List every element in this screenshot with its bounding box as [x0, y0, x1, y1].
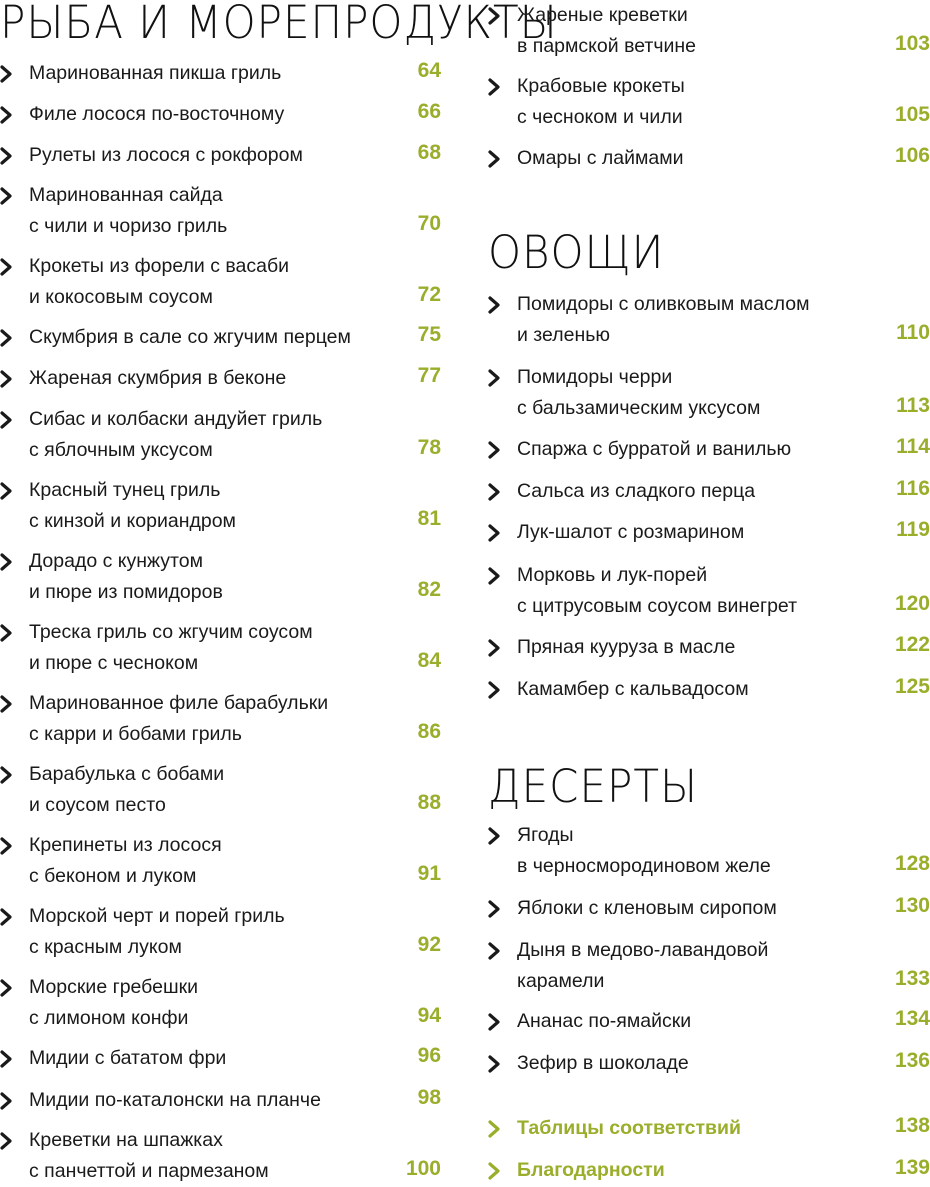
- entry-title: Маринованная пикша гриль: [29, 62, 282, 84]
- toc-entry[interactable]: [0, 1085, 441, 1116]
- entry-title: Помидоры черри с бальзамическим уксусом: [517, 366, 761, 419]
- page-number: 125: [894, 675, 930, 698]
- page-number: 88: [417, 790, 441, 814]
- chevron-right-icon: [488, 1120, 501, 1138]
- page-number: 120: [894, 591, 930, 615]
- page-number: 82: [417, 577, 441, 601]
- entry-title: Дыня в медово-лавандовой карамели: [517, 939, 769, 992]
- entry-title: Спаржа с бурратой и ванилью: [517, 438, 792, 460]
- toc-entry[interactable]: [488, 674, 930, 705]
- page-number: 128: [894, 851, 930, 875]
- page-number: 110: [896, 320, 930, 344]
- chevron-right-icon: [0, 837, 13, 855]
- chevron-right-icon: [488, 441, 501, 459]
- page-number: 138: [894, 1114, 930, 1137]
- chevron-right-icon: [0, 979, 13, 997]
- chevron-right-icon: [0, 1132, 13, 1150]
- page-number: 133: [894, 966, 930, 990]
- toc-entry[interactable]: [488, 1113, 930, 1144]
- entry-title: Благодарности: [517, 1159, 665, 1181]
- page-number: 139: [894, 1156, 930, 1179]
- chevron-right-icon: [0, 370, 13, 388]
- page-number: 64: [417, 59, 441, 82]
- entry-title: Лук-шалот с розмарином: [517, 521, 745, 543]
- chevron-right-icon: [488, 78, 501, 96]
- chevron-right-icon: [0, 482, 13, 500]
- page-number: 136: [894, 1049, 930, 1072]
- page-number: 134: [894, 1007, 930, 1030]
- chevron-right-icon: [0, 553, 13, 571]
- chevron-right-icon: [0, 1092, 13, 1110]
- page-number: 81: [417, 506, 441, 530]
- entry-title: Жареные креветки в пармской ветчине: [517, 4, 697, 57]
- toc-entry[interactable]: [0, 404, 441, 465]
- chevron-right-icon: [0, 329, 13, 347]
- page-number: 114: [896, 435, 930, 458]
- entry-title: Крепинеты из лосося с беконом и луком: [29, 834, 222, 887]
- entry-title: Сальса из сладкого перца: [517, 480, 756, 502]
- toc-entry[interactable]: [488, 434, 930, 465]
- page-number: 98: [417, 1086, 441, 1109]
- entry-title: Красный тунец гриль с кинзой и кориандром: [29, 479, 236, 532]
- chevron-right-icon: [0, 106, 13, 124]
- chevron-right-icon: [488, 483, 501, 501]
- section-title: ОВОЩИ: [488, 225, 665, 279]
- page-number: 70: [417, 211, 441, 235]
- entry-title: Сибас и колбаски андуйет гриль с яблочным уксусом: [29, 408, 323, 461]
- toc-entry[interactable]: [0, 546, 441, 607]
- toc-entry[interactable]: [0, 1043, 441, 1074]
- section-title: РЫБА И МОРЕПРОДУКТЫ: [0, 0, 558, 49]
- toc-entry[interactable]: [488, 1048, 930, 1079]
- page-number: 92: [417, 932, 441, 956]
- toc-entry[interactable]: [488, 632, 930, 663]
- chevron-right-icon: [0, 908, 13, 926]
- entry-title: Крокеты из форели с васаби и кокосовым соусом: [29, 255, 290, 308]
- chevron-right-icon: [0, 65, 13, 83]
- page-number: 91: [417, 861, 441, 885]
- entry-title: Филе лосося по-восточному: [29, 103, 285, 125]
- toc-entry[interactable]: [488, 0, 930, 61]
- entry-title: Мидии с бататом фри: [29, 1047, 227, 1069]
- entry-title: Ягоды в черносмородиновом желе: [517, 824, 771, 877]
- page-number: 106: [894, 144, 930, 167]
- chevron-right-icon: [488, 369, 501, 387]
- page-number: 84: [417, 648, 441, 672]
- toc-entry[interactable]: [488, 143, 930, 174]
- toc-entry[interactable]: [488, 935, 930, 996]
- toc-entry[interactable]: [0, 180, 441, 241]
- chevron-right-icon: [488, 296, 501, 314]
- chevron-right-icon: [0, 695, 13, 713]
- chevron-right-icon: [0, 411, 13, 429]
- page-number: 75: [417, 323, 441, 346]
- toc-entry[interactable]: [488, 362, 930, 423]
- entry-title: Дорадо с кунжутом и пюре из помидоров: [29, 550, 223, 603]
- entry-title: Мидии по-каталонски на планче: [29, 1089, 321, 1111]
- chevron-right-icon: [488, 7, 501, 25]
- entry-title: Маринованное филе барабульки с карри и бобами гриль: [29, 692, 329, 745]
- entry-title: Зефир в шоколаде: [517, 1052, 689, 1074]
- toc-entry[interactable]: [0, 363, 441, 394]
- entry-title: Креветки на шпажках с панчеттой и пармезаном: [29, 1129, 269, 1182]
- toc-entry[interactable]: [0, 251, 441, 312]
- toc-entry[interactable]: [0, 830, 441, 891]
- chevron-right-icon: [488, 567, 501, 585]
- toc-entry[interactable]: [0, 972, 441, 1033]
- chevron-right-icon: [488, 150, 501, 168]
- page-number: 68: [417, 141, 441, 164]
- page-number: 77: [417, 364, 441, 387]
- toc-entry[interactable]: [488, 893, 930, 924]
- chevron-right-icon: [0, 766, 13, 784]
- toc-entry[interactable]: [0, 322, 441, 353]
- toc-entry[interactable]: [0, 99, 441, 130]
- chevron-right-icon: [488, 900, 501, 918]
- page-number: 86: [417, 719, 441, 743]
- entry-title: Жареная скумбрия в беконе: [29, 367, 287, 389]
- chevron-right-icon: [0, 187, 13, 205]
- page-number: 94: [417, 1003, 441, 1027]
- page-number: 105: [894, 102, 930, 126]
- toc-entry[interactable]: [0, 475, 441, 536]
- entry-title: Барабулька с бобами и соусом песто: [29, 763, 225, 816]
- chevron-right-icon: [0, 1050, 13, 1068]
- entry-title: Скумбрия в сале со жгучим перцем: [29, 326, 351, 348]
- chevron-right-icon: [488, 524, 501, 542]
- toc-entry[interactable]: [488, 517, 930, 548]
- toc-entry[interactable]: [0, 617, 441, 678]
- entry-title: Таблицы соответствий: [517, 1117, 741, 1139]
- page-number: 130: [894, 894, 930, 917]
- entry-title: Морковь и лук-порей с цитрусовым соусом винегрет: [517, 564, 798, 617]
- entry-title: Яблоки с кленовым сиропом: [517, 897, 777, 919]
- toc-entry[interactable]: [0, 901, 441, 962]
- toc-entry[interactable]: [488, 71, 930, 132]
- section-title: ДЕСЕРТЫ: [488, 759, 699, 813]
- toc-entry[interactable]: [488, 1006, 930, 1037]
- page-number: 119: [896, 518, 930, 541]
- entry-title: Рулеты из лосося с рокфором: [29, 144, 303, 166]
- entry-title: Морские гребешки с лимоном конфи: [29, 976, 199, 1029]
- toc-entry[interactable]: [488, 1155, 930, 1186]
- toc-entry[interactable]: [488, 476, 930, 507]
- page-number: 72: [417, 282, 441, 306]
- toc-entry[interactable]: [488, 820, 930, 881]
- chevron-right-icon: [0, 624, 13, 642]
- entry-title: Морской черт и порей гриль с красным луком: [29, 905, 285, 958]
- toc-entry[interactable]: [0, 140, 441, 171]
- entry-title: Омары с лаймами: [517, 147, 684, 169]
- page-number: 103: [894, 31, 930, 55]
- entry-title: Камамбер с кальвадосом: [517, 678, 749, 700]
- entry-title: Помидоры с оливковым маслом и зеленью: [517, 293, 810, 346]
- page-number: 113: [896, 393, 930, 417]
- page-number: 96: [417, 1044, 441, 1067]
- entry-title: Маринованная сайда с чили и чоризо гриль: [29, 184, 228, 237]
- page-number: 100: [405, 1156, 441, 1180]
- chevron-right-icon: [488, 827, 501, 845]
- entry-title: Треска гриль со жгучим соусом и пюре с чесноком: [29, 621, 313, 674]
- chevron-right-icon: [488, 1055, 501, 1073]
- chevron-right-icon: [488, 681, 501, 699]
- toc-entry[interactable]: [0, 58, 441, 89]
- entry-title: Крабовые крокеты с чесноком и чили: [517, 75, 685, 128]
- toc-entry[interactable]: [488, 560, 930, 621]
- chevron-right-icon: [0, 147, 13, 165]
- chevron-right-icon: [488, 639, 501, 657]
- chevron-right-icon: [488, 1162, 501, 1180]
- page-number: 122: [894, 633, 930, 656]
- chevron-right-icon: [488, 1013, 501, 1031]
- toc-entry[interactable]: [488, 289, 930, 350]
- page-number: 116: [896, 477, 930, 500]
- chevron-right-icon: [0, 258, 13, 276]
- entry-title: Ананас по-ямайски: [517, 1010, 692, 1032]
- page-number: 66: [417, 100, 441, 123]
- entry-title: Пряная кууруза в масле: [517, 636, 736, 658]
- chevron-right-icon: [488, 942, 501, 960]
- toc-entry[interactable]: [0, 688, 441, 749]
- toc-entry[interactable]: [0, 1125, 441, 1186]
- page-number: 78: [417, 435, 441, 459]
- toc-entry[interactable]: [0, 759, 441, 820]
